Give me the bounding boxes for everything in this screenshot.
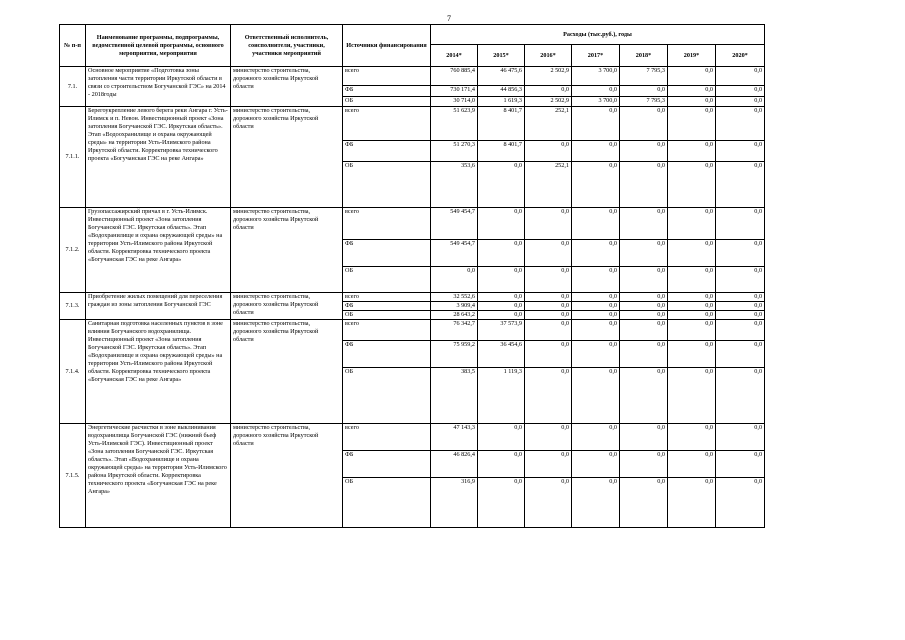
item-number: 7.1.5.: [60, 424, 86, 528]
expense-value: 3 909,4: [431, 302, 478, 311]
expense-value: 0,0: [572, 368, 620, 424]
expense-value: 0,0: [572, 311, 620, 320]
expense-value: 0,0: [525, 320, 572, 341]
expense-value: 0,0: [525, 478, 572, 528]
expense-value: 0,0: [716, 162, 765, 208]
expense-value: 0,0: [620, 311, 668, 320]
funding-source: ФБ: [343, 451, 431, 478]
expense-value: 0,0: [716, 320, 765, 341]
item-executor: министерство строительства, дорожного хозяйства Иркутской области: [231, 208, 343, 293]
expense-value: 0,0: [668, 320, 716, 341]
expense-value: 316,9: [431, 478, 478, 528]
expense-value: 0,0: [525, 341, 572, 368]
expense-value: 0,0: [620, 107, 668, 141]
expense-value: 0,0: [668, 368, 716, 424]
expense-value: 0,0: [525, 424, 572, 451]
item-executor: министерство строительства, дорожного хозяйства Иркутской области: [231, 293, 343, 320]
expense-value: 0,0: [478, 293, 525, 302]
funding-source: ОБ: [343, 311, 431, 320]
expense-value: 0,0: [620, 424, 668, 451]
item-name: Грузопассажирский причал в г. Усть-Илимск. Инвестиционный проект «Зона затопления Богучанской ГЭС. Иркутская область». Этап «Водохранилище и охрана окружающей среды» на территории Усть-Илимского района Иркутской области. Корректировка технического проекта «Богучанская ГЭС на реке Ангара»: [86, 208, 231, 293]
item-name: Приобретение жилых помещений для переселения граждан из зоны затопления Богучанской ГЭС: [86, 293, 231, 320]
expense-value: 0,0: [716, 478, 765, 528]
expense-value: 0,0: [620, 293, 668, 302]
item-number: 7.1.: [60, 67, 86, 107]
expense-value: 0,0: [478, 208, 525, 240]
expense-value: 760 885,4: [431, 67, 478, 86]
header-name: Наименование программы, подпрограммы, ведомственной целевой программы, основного мероприятия, мероприятия: [86, 25, 231, 67]
expense-value: 0,0: [668, 302, 716, 311]
expense-value: 0,0: [525, 86, 572, 97]
expense-value: 0,0: [478, 302, 525, 311]
expense-value: 0,0: [478, 478, 525, 528]
expense-value: 0,0: [716, 424, 765, 451]
expense-value: 0,0: [620, 162, 668, 208]
item-number: 7.1.1.: [60, 107, 86, 208]
item-name: Санитарная подготовка населенных пунктов в зоне влияния Богучанского водохранилища. Инвестиционный проект «Зона затопления Богучанской ГЭС. Иркутская область». Этап «Водохранилище и охрана окружающей среды» на территории Усть-Илимского района Иркутской области. Корректировка технического проекта «Богучанская ГЭС на реке Ангара»: [86, 320, 231, 424]
item-executor: министерство строительства, дорожного хозяйства Иркутской области: [231, 320, 343, 424]
table-row: [60, 293, 765, 302]
expense-value: 0,0: [431, 267, 478, 293]
expense-value: 0,0: [525, 368, 572, 424]
program-expenses-table: [59, 24, 765, 528]
header-year: 2015*: [478, 45, 525, 67]
expense-value: 0,0: [620, 302, 668, 311]
funding-source: всего: [343, 208, 431, 240]
expense-value: 0,0: [525, 302, 572, 311]
funding-source: ФБ: [343, 141, 431, 162]
expense-value: 0,0: [716, 141, 765, 162]
expense-value: 549 454,7: [431, 240, 478, 267]
expense-value: 7 795,3: [620, 97, 668, 107]
expense-value: 383,5: [431, 368, 478, 424]
expense-value: 0,0: [668, 293, 716, 302]
expense-value: 0,0: [668, 86, 716, 97]
funding-source: ФБ: [343, 240, 431, 267]
expense-value: 0,0: [525, 208, 572, 240]
expense-value: 0,0: [572, 107, 620, 141]
expense-value: 0,0: [525, 141, 572, 162]
expense-value: 0,0: [572, 341, 620, 368]
expense-value: 51 623,9: [431, 107, 478, 141]
expense-value: 0,0: [716, 267, 765, 293]
expense-value: 46 475,6: [478, 67, 525, 86]
expense-value: 730 171,4: [431, 86, 478, 97]
expense-value: 0,0: [525, 451, 572, 478]
item-executor: министерство строительства, дорожного хозяйства Иркутской области: [231, 424, 343, 528]
table-row: [60, 107, 765, 141]
item-name: Энергетические расчистки в зоне выклинивания водохранилища Богучанской ГЭС (нижний бьеф Усть-Илимской ГЭС). Инвестиционный проект «Зона затопления Богучанской ГЭС. Иркутская область». Этап «Водохранилище и охрана окружающей среды» на территории Усть-Илимского района Иркутской области. Корректировка технического проекта «Богучанская ГЭС на реке Ангара»: [86, 424, 231, 528]
expense-value: 0,0: [478, 424, 525, 451]
expense-value: 30 714,0: [431, 97, 478, 107]
expense-value: 0,0: [525, 311, 572, 320]
expense-value: 1 619,3: [478, 97, 525, 107]
expense-value: 0,0: [668, 240, 716, 267]
funding-source: всего: [343, 320, 431, 341]
expense-value: 549 454,7: [431, 208, 478, 240]
expense-value: 0,0: [716, 97, 765, 107]
expense-value: 3 700,0: [572, 97, 620, 107]
item-executor: министерство строительства, дорожного хозяйства Иркутской области: [231, 107, 343, 208]
expense-value: 0,0: [620, 208, 668, 240]
funding-source: всего: [343, 107, 431, 141]
expense-value: 37 573,9: [478, 320, 525, 341]
expense-value: 7 795,3: [620, 67, 668, 86]
funding-source: ОБ: [343, 97, 431, 107]
expense-value: 0,0: [620, 451, 668, 478]
expense-value: 0,0: [620, 141, 668, 162]
expense-value: 0,0: [572, 451, 620, 478]
header-year: 2020*: [716, 45, 765, 67]
expense-value: 0,0: [572, 320, 620, 341]
item-number: 7.1.3.: [60, 293, 86, 320]
table-body: [60, 67, 765, 528]
expense-value: 0,0: [668, 162, 716, 208]
table-row: [60, 424, 765, 451]
expense-value: 252,1: [525, 162, 572, 208]
expense-value: 353,6: [431, 162, 478, 208]
funding-source: ОБ: [343, 478, 431, 528]
expense-value: 0,0: [620, 341, 668, 368]
funding-source: ФБ: [343, 302, 431, 311]
funding-source: ОБ: [343, 267, 431, 293]
item-executor: министерство строительства, дорожного хозяйства Иркутской области: [231, 67, 343, 107]
expense-value: 0,0: [716, 86, 765, 97]
item-name: Берегоукрепление левого берега реки Ангара г. Усть-Илимск и п. Невон. Инвестиционный проект «Зона затопления Богучанской ГЭС. Иркутская область». Этап «Водоохранилище и охрана окружающей среды» на территории Усть-Илимского района Иркутской области. Корректировка технического проекта «Богучанская ГЭС на реке Ангара»: [86, 107, 231, 208]
expense-value: 0,0: [572, 267, 620, 293]
expense-value: 0,0: [716, 293, 765, 302]
expense-value: 0,0: [525, 240, 572, 267]
header-year: 2014*: [431, 45, 478, 67]
expense-value: 0,0: [668, 107, 716, 141]
expense-value: 75 959,2: [431, 341, 478, 368]
expense-value: 0,0: [572, 302, 620, 311]
expense-value: 36 454,6: [478, 341, 525, 368]
expense-value: 0,0: [525, 267, 572, 293]
funding-source: всего: [343, 67, 431, 86]
expense-value: 44 856,3: [478, 86, 525, 97]
header-year: 2019*: [668, 45, 716, 67]
expense-value: 0,0: [478, 311, 525, 320]
expense-value: 0,0: [668, 311, 716, 320]
expense-value: 0,0: [716, 107, 765, 141]
item-name: Основное мероприятие «Подготовка зоны затопления части территории Иркутской области в связи со строительством Богучанской ГЭС» на 2014 - 2018годы: [86, 67, 231, 107]
page-number: 7: [447, 14, 451, 23]
header-year: 2016*: [525, 45, 572, 67]
expense-value: 3 700,0: [572, 67, 620, 86]
header-year: 2018*: [620, 45, 668, 67]
expense-value: 0,0: [668, 451, 716, 478]
header-num: № п-п: [60, 25, 86, 67]
expense-value: 0,0: [716, 451, 765, 478]
header-source: Источники финансирования: [343, 25, 431, 67]
header-expenses: Расходы (тыс.руб.), годы: [431, 25, 765, 45]
expense-value: 8 401,7: [478, 141, 525, 162]
expense-value: 0,0: [620, 86, 668, 97]
expense-value: 0,0: [668, 267, 716, 293]
expense-value: 0,0: [572, 208, 620, 240]
expense-value: 0,0: [668, 478, 716, 528]
expense-value: 0,0: [668, 141, 716, 162]
expense-value: 47 143,3: [431, 424, 478, 451]
expense-value: 0,0: [668, 424, 716, 451]
funding-source: ФБ: [343, 86, 431, 97]
expense-value: 0,0: [572, 424, 620, 451]
expense-value: 0,0: [478, 451, 525, 478]
expense-value: 0,0: [716, 368, 765, 424]
expense-value: 252,1: [525, 107, 572, 141]
expense-value: 0,0: [668, 208, 716, 240]
expense-value: 0,0: [716, 341, 765, 368]
funding-source: ОБ: [343, 368, 431, 424]
funding-source: ФБ: [343, 341, 431, 368]
expense-value: 0,0: [668, 97, 716, 107]
item-number: 7.1.4.: [60, 320, 86, 424]
expense-value: 2 502,9: [525, 67, 572, 86]
expense-value: 0,0: [668, 67, 716, 86]
expense-value: 76 342,7: [431, 320, 478, 341]
expense-value: 0,0: [620, 368, 668, 424]
table-row: [60, 320, 765, 341]
expense-value: 1 119,3: [478, 368, 525, 424]
table-row: [60, 67, 765, 86]
expense-value: 0,0: [716, 67, 765, 86]
expense-value: 0,0: [620, 267, 668, 293]
funding-source: всего: [343, 424, 431, 451]
expense-value: 0,0: [620, 240, 668, 267]
expense-value: 51 270,3: [431, 141, 478, 162]
expense-value: 0,0: [478, 267, 525, 293]
expense-value: 0,0: [716, 240, 765, 267]
expense-value: 2 502,9: [525, 97, 572, 107]
expense-value: 0,0: [572, 293, 620, 302]
expense-value: 0,0: [525, 293, 572, 302]
expense-value: 0,0: [572, 240, 620, 267]
expense-value: 0,0: [716, 302, 765, 311]
expense-value: 0,0: [478, 240, 525, 267]
expense-value: 0,0: [668, 341, 716, 368]
expense-value: 0,0: [716, 311, 765, 320]
expense-value: 0,0: [620, 478, 668, 528]
expense-value: 0,0: [572, 162, 620, 208]
expense-value: 0,0: [572, 86, 620, 97]
item-number: 7.1.2.: [60, 208, 86, 293]
expense-value: 28 643,2: [431, 311, 478, 320]
header-executor: Ответственный исполнитель, соисполнители, участники, участники мероприятий: [231, 25, 343, 67]
funding-source: всего: [343, 293, 431, 302]
header-year: 2017*: [572, 45, 620, 67]
funding-source: ОБ: [343, 162, 431, 208]
expense-value: 46 826,4: [431, 451, 478, 478]
expense-value: 8 401,7: [478, 107, 525, 141]
expense-value: 0,0: [716, 208, 765, 240]
expense-value: 0,0: [620, 320, 668, 341]
expense-value: 32 552,6: [431, 293, 478, 302]
table-row: [60, 208, 765, 240]
expense-value: 0,0: [572, 478, 620, 528]
expense-value: 0,0: [572, 141, 620, 162]
expense-value: 0,0: [478, 162, 525, 208]
